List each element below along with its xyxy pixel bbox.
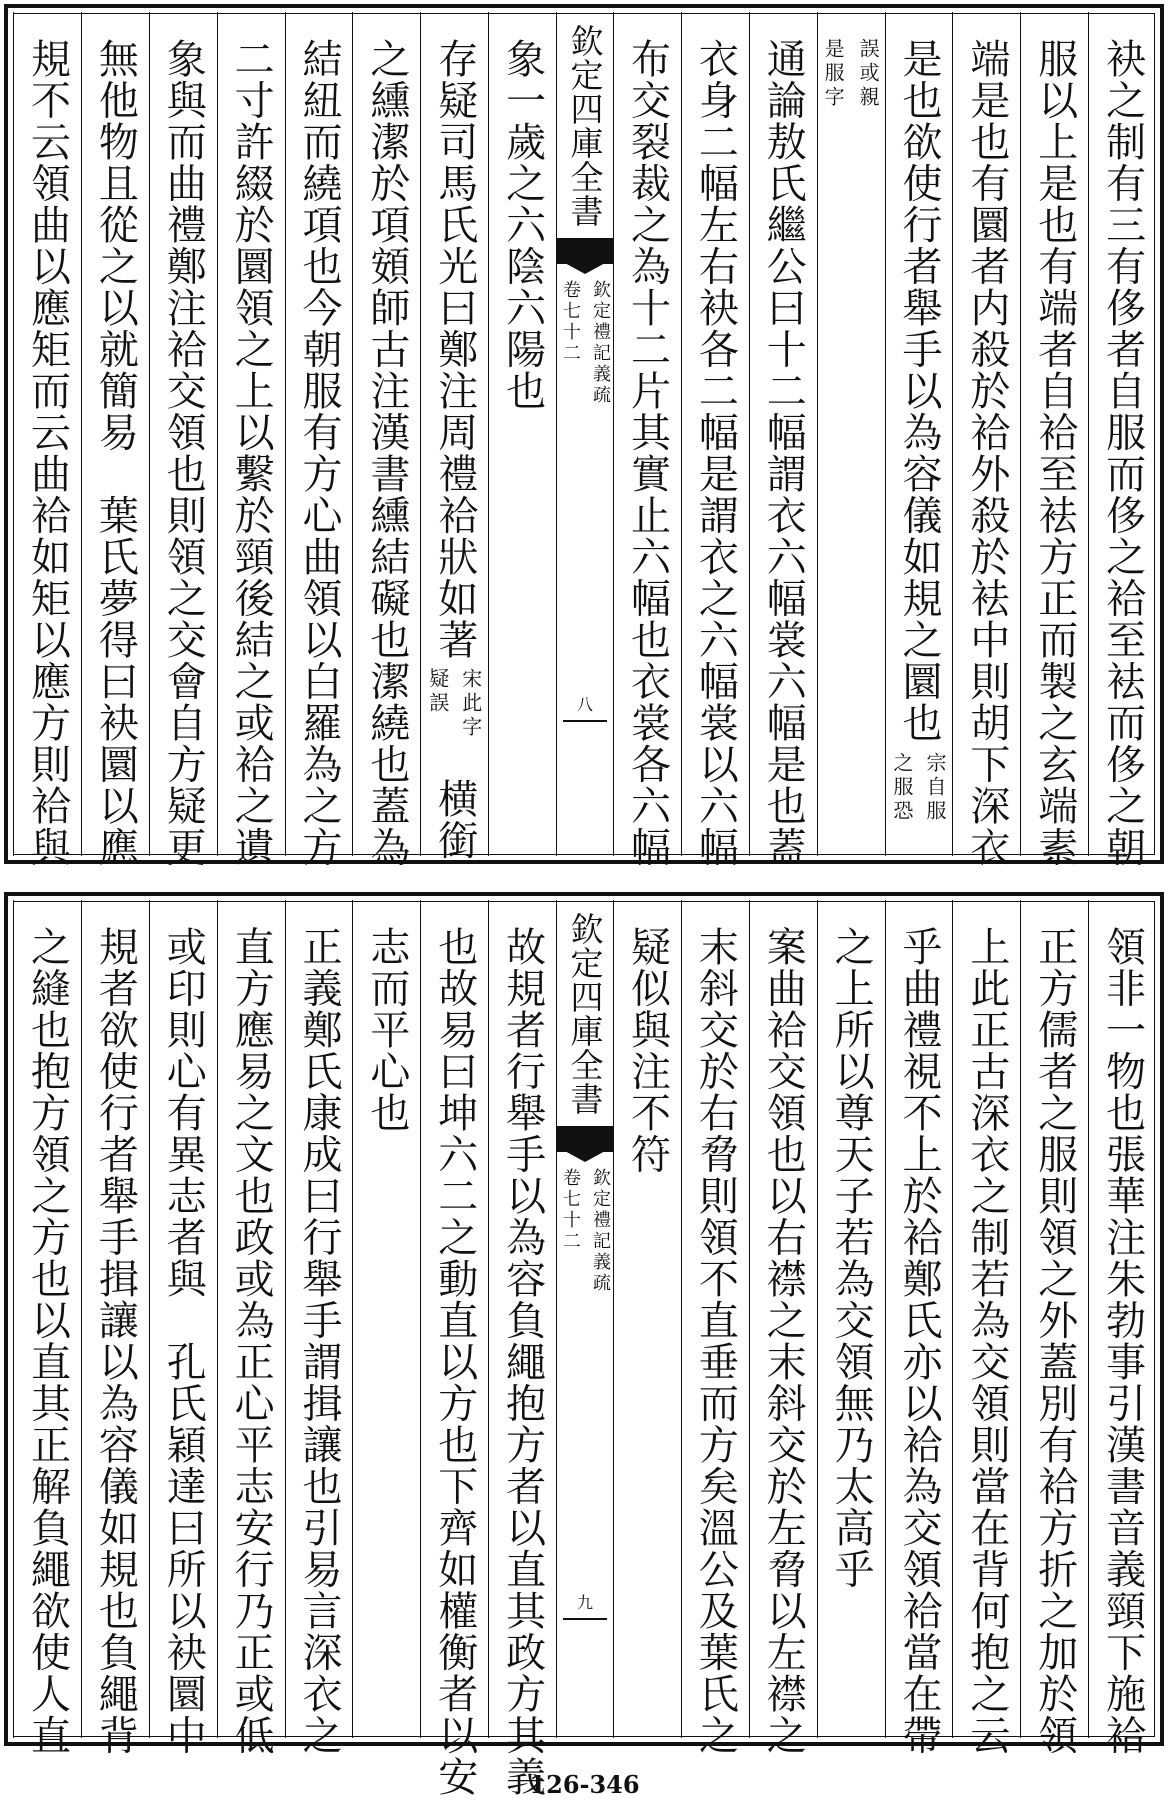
text-line: 志而平心也 — [363, 926, 410, 1134]
text-column — [613, 900, 681, 1738]
text-line: 是也欲使行者舉手以為容儀如規之圜也 — [895, 38, 942, 744]
text-column — [13, 12, 81, 868]
page-top — [0, 0, 1169, 868]
text-column — [285, 900, 353, 1756]
center-subtitle — [557, 280, 613, 406]
text-column — [13, 900, 81, 1756]
text-column — [217, 12, 285, 868]
text-column — [613, 12, 681, 868]
text-column — [285, 12, 353, 868]
annotation-line: 疑誤 — [425, 668, 450, 716]
text-column — [885, 900, 953, 1756]
text-column — [681, 900, 749, 1756]
text-column — [817, 12, 885, 856]
text-column — [149, 900, 217, 1756]
annotation-note — [424, 668, 486, 740]
text-column — [488, 900, 556, 1798]
text-line: 二寸許綴於圜領之上以繫於頸後結之或袷之遺 — [228, 38, 275, 868]
center-subtitle-line: 欽定禮記義疏 — [590, 1168, 611, 1294]
text-column — [81, 12, 149, 868]
center-margin — [556, 900, 614, 1738]
annotation-line: 誤或親 — [856, 38, 881, 110]
text-line: 布交裂裁之為十二片其實止六幅也衣裳各六幅 — [624, 38, 671, 868]
text-column — [1020, 12, 1088, 868]
folio-rule — [563, 720, 607, 722]
text-line: 或印則心有異志者與 孔氏穎達曰所以袂圜中 — [160, 926, 207, 1756]
text-column — [149, 12, 217, 868]
text-columns-top — [12, 12, 1156, 868]
text-line: 正方儒者之服則領之外蓋別有袷方折之加於領 — [1031, 926, 1078, 1756]
text-column — [352, 12, 420, 868]
folio-rule — [563, 1618, 607, 1620]
text-column — [1088, 12, 1156, 868]
center-subtitle-line: 卷七十二 — [560, 1168, 581, 1252]
text-line: 之上所以尊天子若為交領無乃太高乎 — [828, 926, 875, 1590]
annotation-line: 宋此字 — [458, 668, 483, 740]
text-column — [217, 900, 285, 1756]
text-column — [749, 12, 817, 868]
text-column — [817, 900, 885, 1738]
text-column — [81, 900, 149, 1756]
text-column — [1020, 900, 1088, 1756]
text-line: 象與而曲禮鄭注袷交領也則領之交會自方疑更 — [160, 38, 207, 868]
text-line: 上此正古深衣之制若為交領則當在背何抱之云 — [963, 926, 1010, 1756]
text-line: 横銜 — [431, 778, 478, 861]
text-line: 通論敖氏繼公曰十二幅謂衣六幅裳六幅是也蓋 — [760, 38, 807, 868]
annotation-note — [819, 38, 883, 110]
text-line: 無他物且從之以就簡易 葉氏夢得曰袂圜以應 — [92, 38, 139, 868]
folio-number: 九 — [576, 1593, 594, 1612]
text-line: 規不云領曲以應矩而云曲袷如矩以應方則袷與 — [24, 38, 71, 868]
text-column — [420, 12, 488, 861]
text-column — [952, 12, 1020, 868]
text-column — [352, 900, 420, 1738]
text-line: 端是也有圜者内殺於袷外殺於袪中則胡下深衣 — [963, 38, 1010, 868]
text-line: 衣身二幅左右袂各二幅是謂衣之六幅裳以六幅 — [692, 38, 739, 868]
center-subtitle — [557, 1168, 613, 1294]
text-line: 疑似與注不符 — [624, 926, 671, 1175]
annotation-line: 之服恐 — [889, 752, 914, 824]
text-column — [885, 12, 953, 856]
text-line: 故規者行舉手以為容負繩抱方者以直其政方其義 — [499, 926, 546, 1798]
annotation-line: 是服字 — [821, 38, 846, 110]
text-column — [681, 12, 749, 868]
center-title: 欽定四庫全書 — [565, 912, 605, 1116]
text-line: 正義鄭氏康成曰行舉手謂揖讓也引易言深衣之 — [295, 926, 342, 1756]
text-line: 案曲袷交領也以右襟之末斜交於左脅以左襟之 — [760, 926, 807, 1756]
text-column — [1088, 900, 1156, 1756]
center-subtitle-line: 欽定禮記義疏 — [590, 280, 611, 406]
center-margin — [556, 12, 614, 856]
text-column — [420, 900, 488, 1798]
text-line: 也故易曰坤六二之動直以方也下齊如權衡者以安 — [431, 926, 478, 1798]
text-line: 領非一物也張華注朱勃事引漢書音義頸下施袷 — [1099, 926, 1146, 1756]
text-line: 袂之制有三有侈者自服而侈之袷至袪而侈之朝 — [1099, 38, 1146, 868]
text-line: 末斜交於右脅則領不直垂而方矣溫公及葉氏之 — [692, 926, 739, 1756]
page-number-footer: 126-346 — [529, 1770, 640, 1799]
text-line: 存疑司馬氏光曰鄭注周禮袷狀如著 — [431, 38, 478, 661]
text-line: 之縫也抱方領之方也以直其正解負繩欲使人直 — [24, 926, 71, 1756]
text-line: 象一歲之六陰六陽也 — [499, 38, 546, 412]
center-title: 欽定四庫全書 — [565, 24, 605, 228]
text-line: 服以上是也有端者自袷至袪方正而製之玄端素 — [1031, 38, 1078, 868]
center-subtitle-line: 卷七十二 — [560, 280, 581, 364]
text-line: 乎曲禮視不上於袷鄭氏亦以袷為交領袷當在帶 — [895, 926, 942, 1756]
fish-tail-mark — [557, 238, 613, 264]
text-line: 之纁潔於項頞師古注漢書纁結礙也潔繞也蓋為 — [363, 38, 410, 868]
folio-number: 八 — [576, 695, 594, 714]
text-column — [952, 900, 1020, 1756]
text-line: 直方應易之文也政或為正心平志安行乃正或低 — [228, 926, 275, 1756]
text-line: 結紐而繞項也今朝服有方心曲領以白羅為之方 — [295, 38, 342, 868]
text-column — [488, 12, 556, 856]
annotation-note — [888, 752, 950, 824]
text-column — [749, 900, 817, 1756]
fish-tail-mark — [557, 1126, 613, 1152]
annotation-line: 宗自服 — [922, 752, 947, 824]
text-line: 規者欲使行者舉手揖讓以為容儀如規也負繩背 — [92, 926, 139, 1756]
